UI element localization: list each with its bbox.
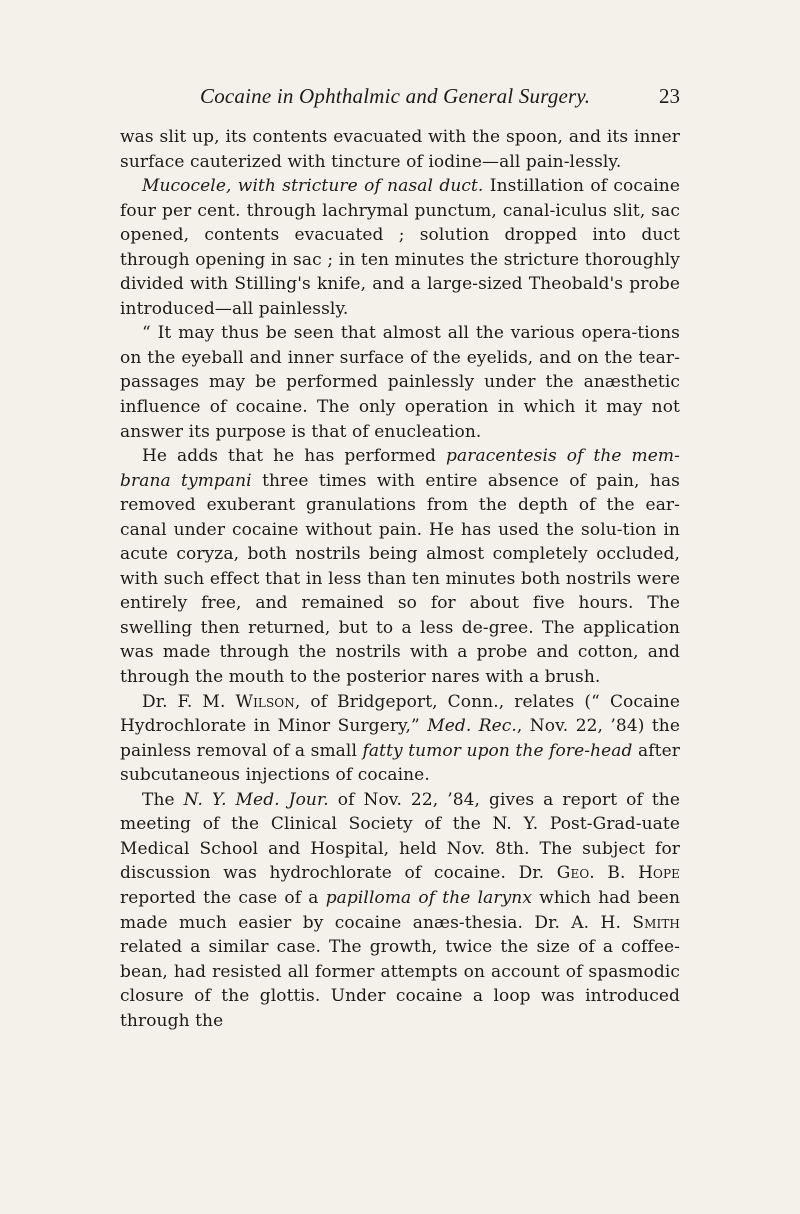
paragraph-text: which had been made much easier by cocaine anæs-thesia. Dr. A. H.: [120, 887, 681, 933]
paragraph-text: related a similar case. The growth, twice the size of a coffee-bean, had resisted all former attempts on account of spasmodic closure of the glottis. Under cocaine a loop was introduced through the: [120, 937, 680, 1031]
paragraph-text: after subcutaneous injections of cocaine.: [120, 740, 680, 786]
paragraph-text: was slit up, its contents evacuated with the spoon, and its inner surface cauterized with tincture of iodine—all pain-lessly.: [120, 127, 680, 172]
author-name: Geo. B. Hope: [556, 863, 680, 884]
author-name: Smith: [632, 912, 680, 933]
paragraph-text: reported the case of a: [120, 887, 326, 908]
paragraph-wilson: [120, 690, 680, 788]
paragraph-text: of Nov. 22, ’84, gives a report of the meeting of the Clinical Society of the N. Y. Post-Grad-uate Medical School and Hospital, held Nov. 8th. The subject for discussion was hydrochlorate of cocaine. Dr.: [120, 789, 680, 884]
paragraph-quote: [120, 321, 680, 444]
paragraph-continuation: [120, 125, 680, 174]
paragraph-text: He adds that he has performed: [142, 446, 447, 467]
journal-name: N. Y. Med. Jour.: [183, 789, 329, 810]
body-text: [120, 125, 680, 1033]
italic-term: paracentesis of the mem-brana tympani: [120, 446, 680, 491]
page-number: 23: [659, 84, 680, 108]
paragraph-text: , Nov. 22, ’84) the painless removal of a small: [120, 716, 681, 761]
paragraph-paracentesis: [120, 444, 680, 689]
case-heading: Mucocele, with stricture of nasal duct.: [142, 176, 484, 197]
paragraph-clinical-society: [120, 788, 680, 1033]
running-title: Cocaine in Ophthalmic and General Surgery.: [200, 84, 591, 108]
page-header: [120, 84, 680, 114]
paragraph-text: , of Bridgeport, Conn., relates (“ Cocaine Hydrochlorate in Minor Surgery,”: [120, 691, 680, 737]
paragraph-text: Dr. F. M.: [142, 691, 236, 712]
paragraph-text: The: [142, 789, 184, 810]
italic-term: papilloma of the larynx: [325, 887, 533, 908]
journal-name: Med. Rec.: [427, 716, 517, 737]
paragraph-text: “ It may thus be seen that almost all the various opera-tions on the eyeball and inner surface of the eyelids, and on the tear-passages may be performed painlessly under the anæsthetic influence of cocaine. The only operation in which it may not answer its purpose is that of enucleation.: [120, 323, 680, 442]
paragraph-mucocele: [120, 174, 680, 321]
author-name: Wilson: [235, 691, 295, 712]
paragraph-text: three times with entire absence of pain, has removed exuberant granulations from the depth of the ear-canal under cocaine without pain. He has used the solu-tion in acute coryza, both nostrils being almost completely occluded, with such effect that in less than ten minutes both nostrils were entirely free, and remained so for about five hours. The swelling then returned, but to a less de-gree. The application was made through the nostrils with a probe and cotton, and through the mouth to the posterior nares with a brush.: [120, 470, 680, 688]
paragraph-text: Instillation of cocaine four per cent. through lachrymal punctum, canal-iculus slit, sac opened, contents evacuated ; solution dropped into duct through opening in sac ; in ten minutes the stricture thoroughly divided with Stilling's knife, and a large-sized Theobald's probe introduced—all painlessly.: [120, 176, 680, 319]
italic-term: fatty tumor upon the fore-head: [362, 740, 633, 761]
